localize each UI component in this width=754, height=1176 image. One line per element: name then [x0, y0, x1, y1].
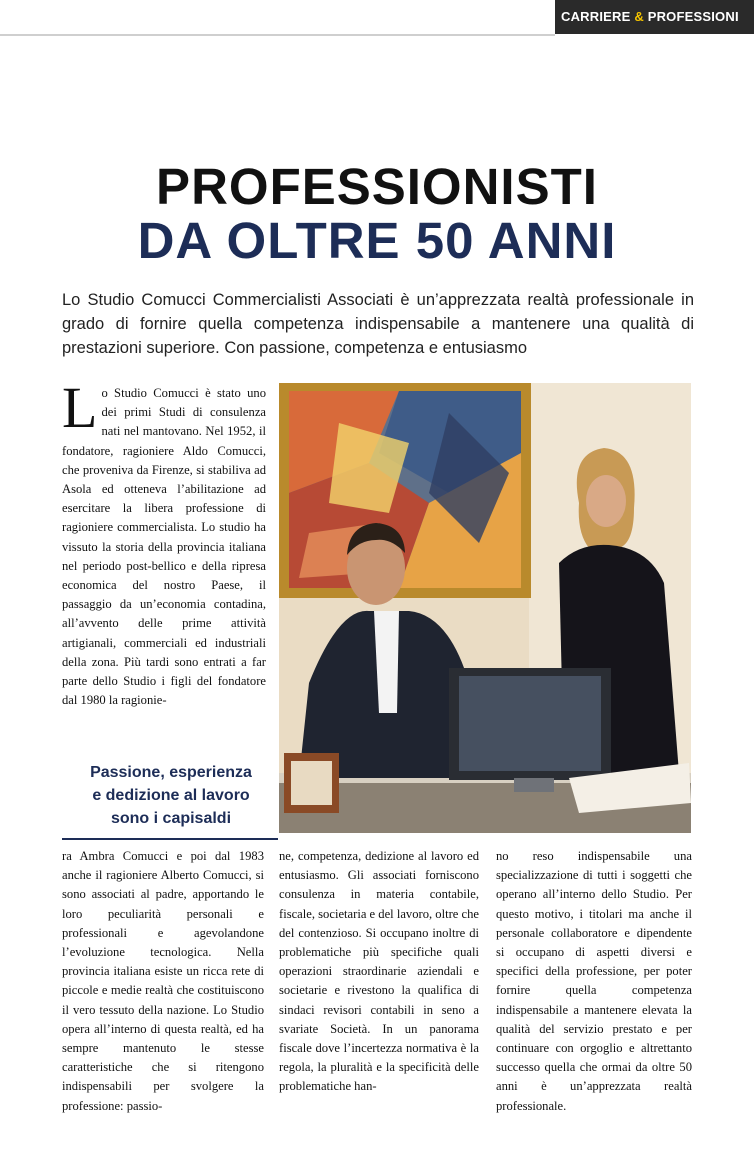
- body-text-intro: o Studio Comucci è stato uno dei primi Studi di consulenza nati nel mantovano. Nel 1952, il fondatore, ragioniere Aldo Comucci, che proveniva da Firenze, si stabiliva ad Asola ed otteneva l’abilitazione ad esercitare la libera professione di ragioniere commercialista. Lo studio ha vissuto la storia della provincia italiana nel periodo post-bellico e della ripresa economica del nostro Paese, il passaggio da un’economia contadina, all’avvento delle prime attività artigianali, commerciali ed industriali della zona. Più tardi sono entrati a far parte dello Studio i figli del fondatore dal 1980 la ragionie-: [62, 386, 266, 708]
- lead-paragraph: Lo Studio Comucci Commercialisti Associati è un’apprezzata realtà professionale in grado di fornire quella competenza indispensabile a mantenere una qualità di prestazioni superiore. Con passione, competenza e entusiasmo: [62, 291, 694, 357]
- pull-quote-line-2: e dedizione al lavoro: [92, 787, 250, 804]
- body-column-1-top: [62, 375, 266, 710]
- section-label-amp: &: [634, 9, 644, 24]
- pull-quote: [62, 761, 280, 830]
- section-label-professioni: PROFESSIONI: [647, 9, 739, 24]
- section-header: [555, 0, 754, 34]
- section-label-carriere: CARRIERE: [561, 9, 631, 24]
- body-column-2: [279, 847, 479, 1097]
- body-text-col3: no reso indispensabile una specializzazione di tutti i soggetti che operano all’interno dello Studio. Per questo motivo, i titolari ma anche il personale collaboratore e dipendente si occupano di aspetti diversi e specifici della professione, per poter fornire quella competenza indispensabile a mantenere elevata la qualità del servizio prestato e per continuare con orgoglio e altrettanto successo quella che ormai da oltre 50 anni è un’apprezzata realtà professionale.: [496, 849, 692, 1113]
- dropcap: L: [62, 375, 98, 440]
- body-column-3: [496, 847, 692, 1116]
- headline-line-1: PROFESSIONISTI: [156, 158, 598, 215]
- pull-quote-line-1: Passione, esperienza: [90, 764, 252, 781]
- headline-line-2: DA OLTRE 50 ANNI: [137, 212, 617, 269]
- article-photo: [279, 383, 691, 833]
- pull-quote-rule: [62, 838, 278, 840]
- top-rule: [0, 34, 555, 36]
- body-text-col1: ra Ambra Comucci e poi dal 1983 anche il ragioniere Alberto Comucci, si sono associati al padre, apportando le loro peculiarità personali e professionali e agevolandone l’evoluzione tecnologica. Nella provincia italiana esiste un ricca rete di piccole e medie realtà che costituiscono il vero tessuto della nazione. Lo Studio opera all’interno di questa realtà, ed ha sempre mantenuto le stesse caratteristiche che si ritengono indispensabili per svolgere la professione: passio-: [62, 849, 264, 1113]
- pull-quote-line-3: sono i capisaldi: [110, 810, 232, 827]
- body-column-1-bottom: [62, 847, 264, 1116]
- body-text-col2: ne, competenza, dedizione al lavoro ed entusiasmo. Gli associati forniscono consulenza in materia contabile, fiscale, societaria e del lavoro, oltre che del contenzioso. Si occupano inoltre di problematiche più specifiche quali operazioni straordinarie aziendali e societarie e rivestono la qualifica di sindaci revisori contabili in seno a svariate Società. In un panorama fiscale dove l’incertezza normativa è la regola, la pluralità e la specificità delle problematiche han-: [279, 849, 479, 1094]
